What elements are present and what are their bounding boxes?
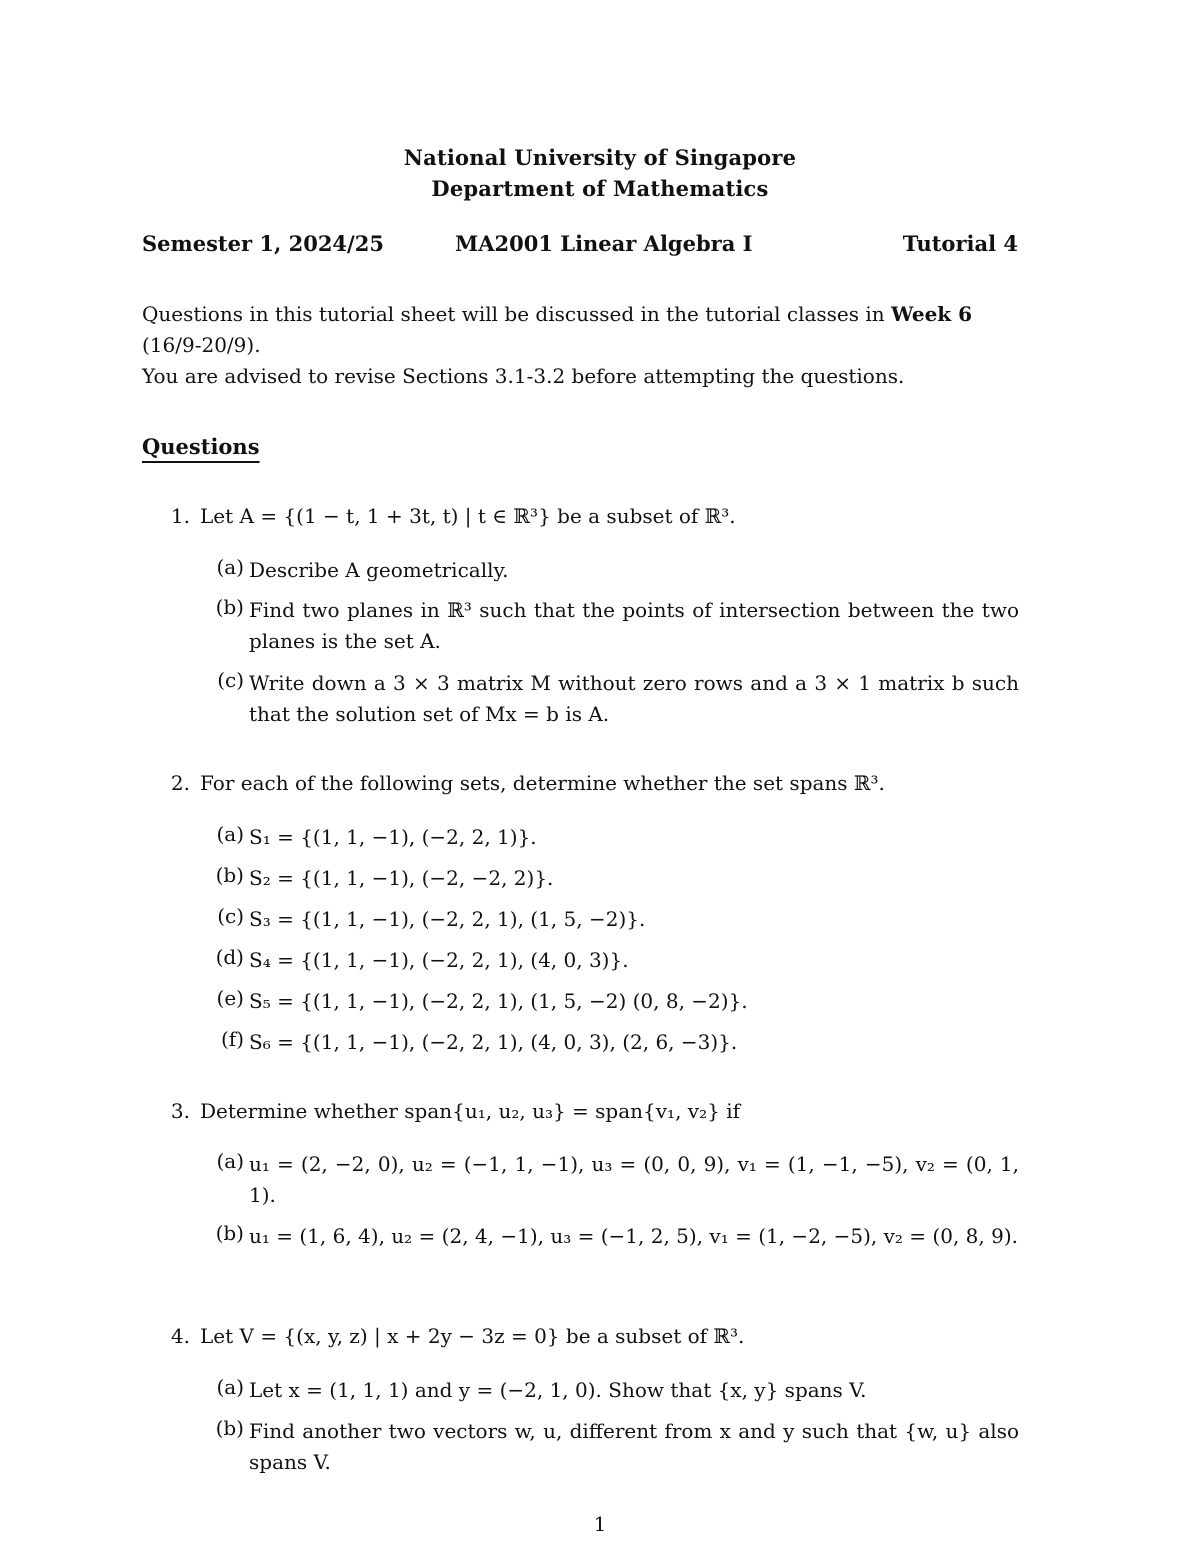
- page-number: 1: [593, 1512, 607, 1536]
- part-text: Find two planes in ℝ³ such that the points of intersection between the two planes is the set A.: [249, 598, 1019, 653]
- part-label: (d): [215, 945, 244, 969]
- university-name: National University of Singapore: [403, 145, 797, 170]
- part-text: S₂ = {(1, 1, −1), (−2, −2, 2)}.: [249, 866, 554, 890]
- question-text: Let A = {(1 − t, 1 + 3t, t) | t ∈ ℝ³} be a subset of ℝ³.: [200, 504, 736, 528]
- intro-line1-after: (16/9-20/9).: [142, 333, 261, 357]
- question-number: 1.: [170, 504, 190, 528]
- semester-label: Semester 1, 2024/25: [142, 231, 384, 256]
- part-text: S₄ = {(1, 1, −1), (−2, 2, 1), (4, 0, 3)}.: [249, 948, 629, 972]
- part-text: S₃ = {(1, 1, −1), (−2, 2, 1), (1, 5, −2)}.: [249, 907, 646, 931]
- part-text: u₁ = (1, 6, 4), u₂ = (2, 4, −1), u₃ = (−1, 2, 5), v₁ = (1, −2, −5), v₂ = (0, 8, 9).: [249, 1224, 1018, 1248]
- part-text: Let x = (1, 1, 1) and y = (−2, 1, 0). Show that {x, y} spans V.: [249, 1378, 867, 1402]
- course-meta-row: [142, 231, 1018, 261]
- part-text: u₁ = (2, −2, 0), u₂ = (−1, 1, −1), u₃ = (0, 0, 9), v₁ = (1, −1, −5), v₂ = (0, 1, 1).: [249, 1152, 1019, 1207]
- question-text: Let V = {(x, y, z) | x + 2y − 3z = 0} be a subset of ℝ³.: [200, 1324, 745, 1348]
- part-text: Write down a 3 × 3 matrix M without zero rows and a 3 × 1 matrix b such that the solution set of Mx = b is A.: [249, 671, 1019, 726]
- part-text: Describe A geometrically.: [249, 558, 509, 582]
- course-title: MA2001 Linear Algebra I: [455, 231, 753, 256]
- part-label: (a): [216, 822, 244, 846]
- part-text: S₅ = {(1, 1, −1), (−2, 2, 1), (1, 5, −2) (0, 8, −2)}.: [249, 989, 748, 1013]
- question-number: 4.: [170, 1324, 190, 1348]
- part-text: S₆ = {(1, 1, −1), (−2, 2, 1), (4, 0, 3), (2, 6, −3)}.: [249, 1030, 738, 1054]
- part-label: (a): [216, 555, 244, 579]
- questions-heading: Questions: [142, 434, 260, 459]
- part-label: (a): [216, 1375, 244, 1399]
- part-label: (b): [215, 595, 244, 619]
- part-label: (f): [220, 1027, 244, 1051]
- intro-line1-before: Questions in this tutorial sheet will be discussed in the tutorial classes in: [142, 302, 892, 326]
- part-label: (b): [215, 1221, 244, 1245]
- tutorial-label: Tutorial 4: [902, 231, 1018, 256]
- part-text: S₁ = {(1, 1, −1), (−2, 2, 1)}.: [249, 825, 537, 849]
- part-label: (c): [217, 668, 244, 692]
- intro-week: Week 6: [891, 302, 973, 326]
- intro-paragraph: [142, 299, 1022, 361]
- intro-advice: You are advised to revise Sections 3.1-3.2 before attempting the questions.: [142, 364, 905, 388]
- part-label: (b): [215, 1416, 244, 1440]
- part-label: (e): [216, 986, 244, 1010]
- part-label: (c): [217, 904, 244, 928]
- department-name: Department of Mathematics: [431, 176, 769, 201]
- part-label: (b): [215, 863, 244, 887]
- part-label: (a): [216, 1149, 244, 1173]
- question-text: Determine whether span{u₁, u₂, u₃} = span{v₁, v₂} if: [200, 1099, 740, 1123]
- question-number: 3.: [170, 1099, 190, 1123]
- question-number: 2.: [170, 771, 190, 795]
- question-text: For each of the following sets, determine whether the set spans ℝ³.: [200, 771, 885, 795]
- part-text: Find another two vectors w, u, different from x and y such that {w, u} also spans V.: [249, 1419, 1019, 1474]
